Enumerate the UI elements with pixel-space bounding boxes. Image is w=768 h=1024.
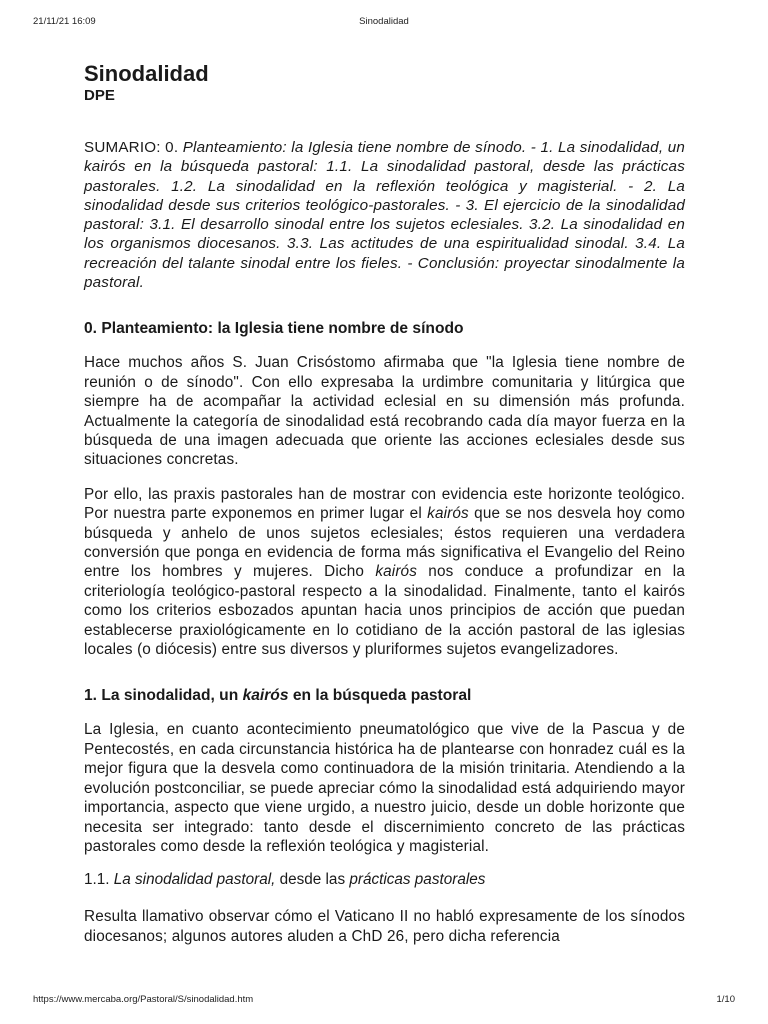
text-run: que se nos desvela hoy como búsqueda y anhelo de unos sujetos eclesiales; éstos requieren una verdadera conversión que ponga en evidencia de forma más significativa el Evangelio del Reino entre los hombres y mujeres. Dicho — [84, 505, 685, 581]
summary — [84, 138, 685, 292]
section-1-paragraph-2: Resulta llamativo observar cómo el Vaticano II no habló expresamente de los sínodos diocesanos; algunos autores aluden a ChD 26, pero dicha referencia — [84, 908, 685, 945]
page-title: Sinodalidad — [84, 61, 209, 86]
heading-italic: La sinodalidad pastoral, — [113, 871, 276, 889]
print-header — [33, 16, 735, 30]
subsection-1-1-heading — [84, 870, 685, 889]
print-footer — [33, 994, 735, 1008]
document-body — [84, 60, 685, 946]
italic-term: kairós — [427, 505, 469, 523]
text-run: Por ello, las praxis pastorales han de mostrar con evidencia este horizonte teológico. Por nuestra parte exponemos en primer lugar el — [84, 485, 685, 523]
heading-run: desde las — [275, 871, 350, 889]
section-0-paragraph-1: Hace muchos años S. Juan Crisóstomo afirmaba que "la Iglesia tiene nombre de reunión o de sínodo". Con ello expresaba la urdimbre comunitaria y litúrgica que siempre ha de acompañar la actividad eclesial en su dimensión más profunda. Actualmente la categoría de sinodalidad está recobrando cada día mayor fuerza en la búsqueda de una imagen adecuada que oriente las acciones eclesiales desde sus situaciones concretas. — [84, 354, 685, 469]
heading-run: 1. La sinodalidad, un — [84, 687, 243, 705]
section-0-heading: 0. Planteamiento: la Iglesia tiene nombre de sínodo — [84, 320, 464, 338]
print-date: 21/11/21 16:09 — [33, 16, 96, 27]
section-1-heading — [84, 686, 685, 705]
source-url: https://www.mercaba.org/Pastoral/S/sinodalidad.htm — [33, 994, 254, 1005]
print-title: Sinodalidad — [359, 16, 409, 27]
page-number: 1/10 — [716, 994, 735, 1005]
summary-label: SUMARIO: — [84, 139, 166, 156]
heading-italic: kairós — [242, 687, 289, 705]
section-0-paragraph-2 — [84, 485, 685, 660]
heading-run: 1.1. — [84, 871, 114, 889]
text-run: nos conduce a profundizar en la criteriología teológico-pastoral respecto a la sinodalidad. Finalmente, tanto el kairós como los criterios esbozados apuntan hacia unos principios de acción que puedan establecerse praxiológicamente en lo cotidiano de la acción pastoral de las iglesias locales (o diócesis) entre sus diversos y pluriformes sujetos evangelizadores. — [84, 563, 685, 659]
summary-lead: 0. — [165, 139, 183, 156]
section-1-paragraph-1: La Iglesia, en cuanto acontecimiento pneumatológico que vive de la Pascua y de Pentecostés, en cada circunstancia histórica ha de plantearse con honradez cuál es la mejor figura que la desvela como continuadora de la misión trinitaria. Atendiendo a la evolución postconciliar, se puede apreciar cómo la sinodalidad está adquiriendo mayor importancia, aspecto que viene urgido, a nuestro juicio, desde un doble horizonte que necesita ser integrado: tanto desde el discernimiento concreto de las prácticas pastorales como desde la reflexión teológica y magisterial. — [84, 721, 685, 855]
italic-term: kairós — [375, 563, 418, 581]
heading-italic: prácticas pastorales — [349, 871, 486, 889]
author: DPE — [84, 87, 115, 104]
heading-run: en la búsqueda pastoral — [288, 687, 472, 705]
summary-text: Planteamiento: la Iglesia tiene nombre de sínodo. - 1. La sinodalidad, un kairós en la búsqueda pastoral: 1.1. La sinodalidad pastoral, desde las prácticas pastorales. 1.2. La sinodalidad en la reflexión teológica y magisterial. - 2. La sinodalidad desde sus criterios teológico-pastorales. - 3. El ejercicio de la sinodalidad pastoral: 3.1. El desarrollo sinodal entre los sujetos eclesiales. 3.2. La sinodalidad en los organismos diocesanos. 3.3. Las actitudes de una espiritualidad sinodal. 3.4. La recreación del talante sinodal entre los fieles. - Conclusión: proyectar sinodalmente la pastoral. — [84, 139, 685, 292]
